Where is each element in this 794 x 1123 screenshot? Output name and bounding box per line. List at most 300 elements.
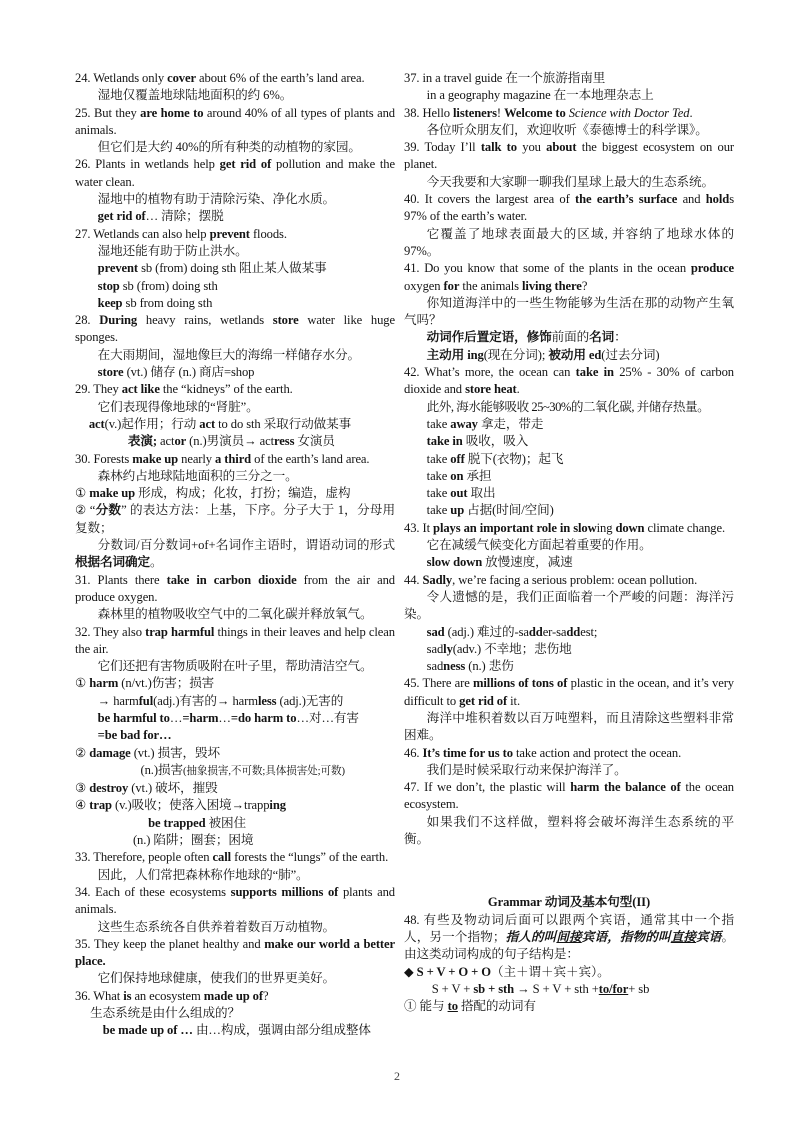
vocab-take-on <box>404 468 734 485</box>
item-30-cn <box>75 468 395 485</box>
item-24-cn <box>75 87 395 104</box>
text-run: out <box>450 486 468 501</box>
text-run: take <box>426 486 451 501</box>
text-run: sad <box>426 659 444 674</box>
text-run: are home to <box>140 105 204 120</box>
text-run: down <box>615 520 645 535</box>
text-run: 指人的叫 <box>505 929 557 944</box>
text-run: (adv.) 不幸地；悲伤地 <box>452 641 572 656</box>
text-run: be made up of … <box>102 1023 193 1038</box>
text-run: 34. Each of these ecosystems <box>75 884 231 899</box>
text-run: make our world a better place. <box>75 936 396 969</box>
item-28-en <box>75 312 395 347</box>
text-run: ful <box>138 693 154 708</box>
text-run: er-sa <box>542 624 567 639</box>
text-run: store heat <box>465 382 517 397</box>
text-run: nearly <box>178 451 216 466</box>
text-run: 指物的叫 <box>619 929 671 944</box>
text-run: take in <box>426 434 463 449</box>
text-run: in a geography magazine 在一本地理杂志上 <box>426 88 654 103</box>
text-run: 湿地中的植物有助于清除污染、净化水质。 <box>97 192 336 207</box>
text-run: Science with Doctor Ted <box>568 105 690 120</box>
text-run: ? <box>262 988 269 1003</box>
item-43-en <box>404 520 734 537</box>
text-run: 拿走，带走 <box>477 416 544 431</box>
text-run: ① 能与 <box>404 999 448 1014</box>
text-run: 此外, 海水能够吸收 25~30%的二氧化碳, 并储存热量。 <box>426 399 710 414</box>
vocab-sadly <box>404 641 734 658</box>
vocab-slow-down <box>404 554 734 571</box>
text-run: (抽象损害,不可数;具体损害处;可数) <box>182 765 345 777</box>
text-run: 主动用 ing <box>426 347 484 362</box>
text-run: (n/vt.)伤害；损害 <box>118 676 215 691</box>
text-run: 森林里的植物吸收空气中的二氧化碳并释放氧气。 <box>97 607 373 622</box>
vocab-sad <box>404 624 734 641</box>
text-run: to <box>447 999 458 1014</box>
item-31-en <box>75 572 395 607</box>
text-run: living there <box>522 278 582 293</box>
text-run: 令人遗憾的是，我们正面临着一个严峻的问题：海洋污染。 <box>404 589 734 622</box>
item-42-cn <box>404 399 734 416</box>
text-run: make up <box>89 486 136 501</box>
note-damage-n <box>75 762 395 780</box>
item-42-en <box>404 364 734 399</box>
text-run: hold <box>705 192 730 207</box>
text-run: (n.)损害 <box>140 762 183 777</box>
text-run: 43. It <box>404 520 434 535</box>
text-run: ” 的表达方法：上基，下序。分子大于 1，分母用复数； <box>75 503 395 535</box>
text-run: 40. It covers the largest area of <box>404 192 576 207</box>
text-run: 湿地仅覆盖地球陆地面积的约 6%。 <box>97 88 293 103</box>
text-run: get rid of <box>219 157 272 172</box>
note-harm <box>75 675 395 692</box>
text-run: 44. <box>404 572 423 587</box>
item-48-structure <box>404 964 734 981</box>
text-run: take in carbon dioxide <box>166 572 297 587</box>
text-run: 33. Therefore, people often <box>75 850 213 865</box>
item-27-en <box>75 226 395 243</box>
note-harmful <box>75 693 395 710</box>
text-run: (现在分词); <box>483 347 549 362</box>
text-run: 37. in a travel guide 在一个旅游指南里 <box>404 71 606 85</box>
text-run: get rid of <box>459 693 508 708</box>
text-run: trap <box>89 798 112 813</box>
left-column <box>75 70 395 1040</box>
text-run: 你知道海洋中的一些生物能够为生活在那的动物产生氧气吗？ <box>404 295 734 328</box>
item-47-en <box>404 779 734 814</box>
text-run: ③ <box>75 781 90 796</box>
vocab-act <box>75 416 395 433</box>
item-33-cn <box>75 867 395 884</box>
text-run: ① <box>75 676 90 691</box>
vocab-take-out <box>404 485 734 502</box>
vocab-take-in <box>404 433 734 450</box>
text-run: millions of tons of <box>473 676 568 691</box>
item-48-to-verbs <box>404 998 734 1015</box>
text-run: est; <box>580 624 598 639</box>
text-run: =be bad for… <box>97 728 172 743</box>
text-run: … <box>218 710 231 725</box>
text-run: prevent <box>209 226 250 241</box>
text-run: cover <box>167 71 196 85</box>
text-run: 各位听众朋友们，欢迎收听《泰德博士的科学课》。 <box>426 122 708 137</box>
text-run: about 6% of the earth’s land area. <box>195 71 365 85</box>
item-27-cn <box>75 243 395 260</box>
item-34-cn <box>75 919 395 936</box>
text-run: s 97% of the earth’s water. <box>404 192 734 224</box>
text-run: Welcome to <box>504 105 566 120</box>
text-run: 动词作后置定语，修饰 <box>426 330 552 345</box>
text-run: things in their leaves and help clean the air. <box>75 624 395 656</box>
vocab-take-up <box>404 502 734 519</box>
text-run: 承担 <box>463 468 492 483</box>
text-run: ness <box>443 659 466 674</box>
text-run: 。由这类动词构成的句子结构是： <box>404 929 734 962</box>
text-run: harm <box>89 676 119 691</box>
text-run: ② “ <box>75 503 96 518</box>
vocab-keep <box>75 295 395 312</box>
text-run: produce <box>690 261 734 276</box>
text-run: sb (from) doing sth <box>119 278 218 293</box>
text-run: 名词 <box>589 330 615 345</box>
text-run: 48. 有些及物动词后面可以跟两个宾语，通常其中一个指人，另一个指物； <box>404 912 734 944</box>
text-run: take <box>426 416 451 431</box>
text-run: it. <box>507 693 521 708</box>
note-fraction <box>75 502 395 537</box>
item-44-en <box>404 572 734 589</box>
text-run: 表演; <box>127 434 157 449</box>
text-run: 直接 <box>670 929 697 944</box>
text-run: take in <box>575 365 614 380</box>
item-47-cn <box>404 814 734 849</box>
text-run: (adj.) 难过的-sa <box>444 624 529 639</box>
text-run: less <box>257 693 277 708</box>
text-run: 脱下(衣物)；起飞 <box>464 451 564 466</box>
text-run: get rid of <box>97 209 146 224</box>
note-be-bad-for <box>75 727 395 744</box>
text-run: …对…有害 <box>296 710 359 725</box>
text-run: an ecosystem <box>131 988 204 1003</box>
item-33-en <box>75 849 395 866</box>
item-24-en <box>75 70 395 87</box>
item-44-cn <box>404 589 734 624</box>
item-38-cn <box>404 122 734 139</box>
note-trap-n <box>75 832 395 849</box>
text-run: 。 <box>149 555 163 570</box>
text-run: make up <box>132 451 179 466</box>
item-32-cn <box>75 658 395 675</box>
text-run: 在大雨期间，湿地像巨大的海绵一样储存水分。 <box>97 347 361 362</box>
item-38-en <box>404 105 734 122</box>
vocab-store <box>75 364 395 381</box>
text-run: 但它们是大约 40%的所有种类的动植物的家园。 <box>97 140 361 155</box>
text-run: , we’re facing a serious problem: ocean pollution. <box>452 572 698 587</box>
text-run: prevent <box>97 261 139 276</box>
text-run: （主＋谓＋宾＋宾）。 <box>491 964 610 979</box>
text-run: keep <box>97 295 123 310</box>
text-run: sad <box>426 624 445 639</box>
text-run: talk to <box>480 140 517 155</box>
text-run: 24. Wetlands only <box>75 71 168 85</box>
text-run: ing <box>269 798 286 813</box>
text-run: Sadly <box>422 572 453 587</box>
text-run: 它们表现得像地球的“肾脏”。 <box>97 399 259 414</box>
text-run: 35. They keep the planet healthy and <box>75 936 265 951</box>
text-run: away <box>450 416 478 431</box>
text-run: slow down <box>426 555 483 570</box>
text-run: 放慢速度，减速 <box>482 555 573 570</box>
text-run: 我们是时候采取行动来保护海洋了。 <box>426 762 627 777</box>
text-run: + sb <box>628 981 650 996</box>
text-run: (n.) 悲伤 <box>465 659 514 674</box>
text-run: (v.)吸收；使落入困境→trapp <box>111 798 270 813</box>
note-be-made-up-of <box>75 1022 395 1039</box>
text-run: (adj.)有害的→ harm <box>153 693 258 708</box>
item-31-cn <box>75 606 395 623</box>
text-run: … <box>169 710 183 725</box>
text-run: ing <box>596 520 616 535</box>
note-fraction-rule <box>75 537 395 572</box>
text-run: 宾语 <box>696 929 722 944</box>
note-damage <box>75 745 395 762</box>
text-run: of the earth’s land area. <box>251 451 370 466</box>
item-46-en <box>404 745 734 762</box>
text-run: be harmful to <box>97 710 170 725</box>
text-run: 被动用 ed <box>548 347 602 362</box>
text-run: (过去分词) <box>601 347 660 362</box>
text-run: 38. Hello <box>404 105 454 120</box>
item-48 <box>404 912 734 964</box>
item-35-en <box>75 936 395 971</box>
vocab-take-off <box>404 451 734 468</box>
vocab-sadness <box>404 658 734 675</box>
text-run: dd <box>528 624 543 639</box>
note-trap <box>75 797 395 814</box>
text-run: 45. There are <box>404 676 474 691</box>
text-run: 湿地还能有助于防止洪水。 <box>97 243 248 258</box>
text-run: sb (from) doing sth 阻止某人做某事 <box>138 261 327 276</box>
text-run: 分数词/百分数词+of+名词作主语时，谓语动词的形式 <box>97 538 395 553</box>
text-run: call <box>212 850 232 865</box>
text-run: 动词及基本句型(II) <box>544 895 651 910</box>
text-run: act <box>88 416 105 431</box>
text-run: ly <box>443 641 453 656</box>
text-run: heavy rains, wetlands <box>137 313 273 328</box>
text-run: 41. Do you know that some of the plants in the ocean <box>404 261 691 276</box>
text-run: 这些生态系统各自供养着着数百万动植物。 <box>97 919 336 934</box>
right-column <box>404 70 734 1015</box>
page-number: 2 <box>394 1069 400 1083</box>
vocab-take-away <box>404 416 734 433</box>
text-run: sb from doing sth <box>122 295 213 310</box>
text-run: (vt.) 损害，毁坏 <box>130 745 221 760</box>
text-run: (n.)男演员→ act <box>186 434 275 449</box>
text-run: 42. What’s more, the ocean can <box>404 365 576 380</box>
text-run: 由…构成，强调由部分组成整体 <box>192 1023 371 1038</box>
text-run: (v.)起作用；行动 <box>104 416 200 431</box>
item-39-en <box>404 139 734 174</box>
text-run: =do harm to <box>230 710 297 725</box>
item-48-transform <box>404 981 734 998</box>
text-run: plastic in the ocean, and it’s very difficult to <box>404 676 734 708</box>
text-run: 39. Today I’ll <box>404 140 481 155</box>
note-destroy <box>75 780 395 797</box>
item-34-en <box>75 884 395 919</box>
text-run: 今天我要和大家聊一聊我们星球上最大的生态系统。 <box>426 174 715 189</box>
text-run: S + V + O + O <box>416 964 491 979</box>
text-run: 生态系统是由什么组成的？ <box>90 1006 241 1021</box>
text-run: (n.) 陷阱；圈套；困境 <box>132 833 254 848</box>
text-run: stop <box>97 278 120 293</box>
text-run: up <box>450 503 465 518</box>
text-run: forests the “lungs” of the earth. <box>231 850 389 865</box>
vocab-stop <box>75 278 395 295</box>
text-run: the biggest ecosystem on our planet. <box>404 140 734 172</box>
text-run: . <box>689 105 693 120</box>
text-run: the animals <box>459 278 523 293</box>
text-run: take <box>426 451 451 466</box>
text-run: to do sth 采取行动做某事 <box>215 416 352 431</box>
item-41-cn <box>404 295 734 330</box>
text-run: 它在减缓气候变化方面起着重要的作用。 <box>426 538 652 553</box>
text-run: 25. But they <box>75 105 141 120</box>
note-be-trapped <box>75 815 395 832</box>
text-run: take action and protect the ocean. <box>512 745 682 760</box>
text-run: ： <box>614 330 627 345</box>
text-run: floods. <box>249 226 287 241</box>
text-run: 间接 <box>556 929 582 944</box>
text-run: store <box>272 313 299 328</box>
text-run: pollution and make the water clean. <box>75 157 395 189</box>
item-41-en <box>404 260 734 295</box>
text-run: 26. Plants in wetlands help <box>75 157 220 172</box>
text-run: damage <box>89 745 131 760</box>
item-37-line2 <box>404 87 734 104</box>
text-run: the “kidneys” of the earth. <box>159 382 293 397</box>
text-run: ① <box>75 486 90 501</box>
text-run: ress <box>274 434 295 449</box>
text-run: 28. <box>75 313 100 328</box>
text-run: ? <box>581 278 588 293</box>
text-run: 它们保持地球健康，使我们的世界更美好。 <box>97 971 336 986</box>
text-run: take <box>426 468 451 483</box>
text-run: sb + sth <box>473 981 515 996</box>
note-make-up <box>75 485 395 502</box>
text-run: water like huge sponges. <box>75 313 395 345</box>
item-35-cn <box>75 970 395 987</box>
text-run: 46. <box>404 745 423 760</box>
vocab-get-rid-of <box>75 208 395 225</box>
text-run: S + V + <box>431 981 474 996</box>
text-run: about <box>546 140 577 155</box>
text-run: from the air and produce oxygen. <box>75 572 396 604</box>
text-run: 29. They <box>75 382 122 397</box>
text-run: act <box>157 434 175 449</box>
text-run: ② <box>75 745 90 760</box>
text-run: (vt.) 破坏，摧毁 <box>128 781 218 796</box>
text-run: 女演员 <box>294 434 335 449</box>
text-run: ◆ <box>404 964 417 979</box>
item-46-cn <box>404 762 734 779</box>
text-run: to/for <box>598 981 629 996</box>
text-run: 分数 <box>95 503 122 518</box>
text-run: 30. Forests <box>75 451 133 466</box>
text-run: dd <box>566 624 581 639</box>
text-run: 因此，人们常把森林称作地球的“肺”。 <box>97 867 309 882</box>
text-run: for <box>443 278 460 293</box>
text-run: 被困住 <box>205 815 247 830</box>
text-run: trap harmful <box>145 624 215 639</box>
text-run: plants and animals. <box>75 884 396 917</box>
text-run: on <box>450 468 464 483</box>
text-run: sad <box>426 641 444 656</box>
text-run: 它覆盖了地球表面最大的区域, 并容纳了地球水体的 97%。 <box>404 226 734 258</box>
text-run: around 40% of all types of plants and animals. <box>75 105 395 137</box>
text-run: plays an important role in slow <box>433 520 597 535</box>
text-run: 它们还把有害物质吸附在叶子里，帮助清洁空气。 <box>97 659 373 674</box>
item-43-cn <box>404 537 734 554</box>
text-run: store <box>97 365 124 380</box>
item-26-en <box>75 156 395 191</box>
item-37-en <box>404 70 734 87</box>
text-run: act <box>199 416 216 431</box>
text-run: … 清除；摆脱 <box>145 209 224 224</box>
text-run: a third <box>215 451 252 466</box>
item-45-en <box>404 675 734 710</box>
text-run: =harm <box>182 710 219 725</box>
text-run: 吸收，吸入 <box>462 434 529 449</box>
text-run: 27. Wetlands can also help <box>75 226 210 241</box>
item-28-cn <box>75 347 395 364</box>
item-36-cn <box>75 1005 395 1022</box>
text-run: 根据名词确定 <box>75 555 150 570</box>
text-run: 取出 <box>467 486 496 501</box>
vocab-prevent <box>75 260 395 277</box>
text-run: listeners <box>453 105 497 120</box>
note-attributive <box>404 329 734 346</box>
item-30-en <box>75 451 395 468</box>
text-run: and <box>677 192 706 207</box>
text-run: 森林约占地球陆地面积的三分之一。 <box>97 468 298 483</box>
text-run: take <box>426 503 451 518</box>
text-run: 32. They also <box>75 624 146 639</box>
note-be-harmful <box>75 710 395 727</box>
text-run: 36. What <box>75 988 124 1003</box>
item-39-cn <box>404 174 734 191</box>
item-40-en <box>404 191 734 226</box>
text-run: 31. Plants there <box>75 572 167 587</box>
text-run: It’s time for us to <box>422 745 513 760</box>
text-run: off <box>450 451 465 466</box>
text-run: destroy <box>89 781 129 796</box>
item-26-cn <box>75 191 395 208</box>
text-run: Grammar <box>487 895 542 910</box>
text-run: 宾语， <box>581 929 620 944</box>
text-run: → harm <box>97 693 139 708</box>
text-run: → S + V + sth + <box>514 981 599 996</box>
text-run: oxygen <box>404 278 444 293</box>
text-run: or <box>174 434 187 449</box>
text-run: ! <box>496 105 505 120</box>
text-run: act like <box>121 382 160 397</box>
text-run: 如果我们不这样做，塑料将会破坏海洋生态系统的平衡。 <box>404 814 734 847</box>
text-run: supports millions of <box>230 884 339 899</box>
text-run: you <box>516 140 547 155</box>
text-run: 47. If we don’t, the plastic will <box>404 780 571 795</box>
text-run: ④ <box>75 798 90 813</box>
text-run: 前面的 <box>551 330 590 345</box>
text-run: (vt.) 储存 (n.) 商店=shop <box>123 365 255 380</box>
